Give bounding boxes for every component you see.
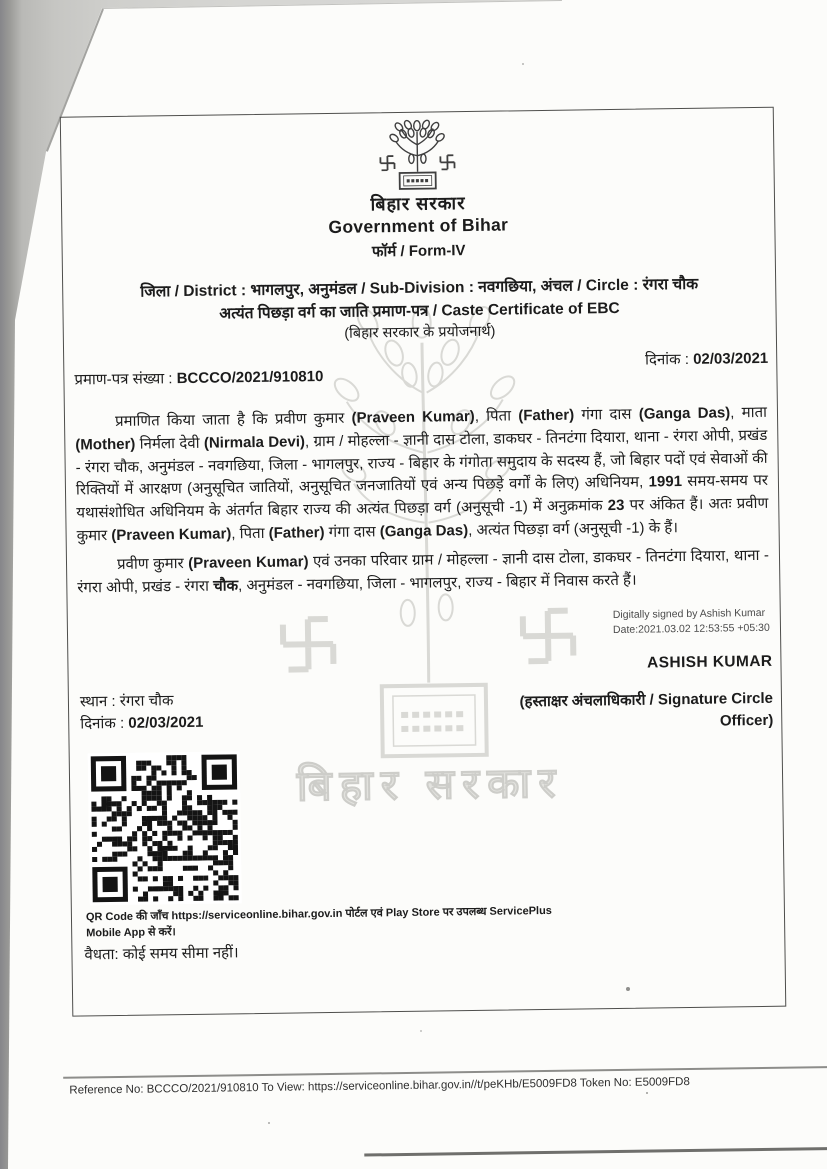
certificate-body-para2: प्रवीण कुमार (Praveen Kumar) एवं उनका परिवार ग्राम / मोहल्ला - ज्ञानी दास टोला, डाकघर - तिनटंगा दियारा, थाना - रंगरा ओपी, प्रखंड - रंगरा चौक, अनुमंडल - नवगछिया, जिला - भागलपुर, राज्य - बिहार में निवास करते हैं। <box>77 546 770 597</box>
signatory-designation: (हस्ताक्षर अंचलाधिकारी / Signature Circle Officer) <box>519 689 774 730</box>
org-name-english: Government of Bihar <box>328 214 509 237</box>
certificate-title: अत्यंत पिछड़ा वर्ग का जाति प्रमाण-पत्र / Caste Certificate of EBC <box>219 299 620 323</box>
signatory-name: ASHISH KUMAR <box>646 652 773 672</box>
org-name-hindi: बिहार सरकार <box>370 193 466 215</box>
date-line: दिनांक : 02/03/2021 <box>80 713 204 733</box>
form-number: फॉर्म / Form-IV <box>371 242 466 261</box>
place-line: स्थान : रंगरा चौक <box>79 692 174 711</box>
qr-caption: QR Code की जाँच https://serviceonline.bihar.gov.in पोर्टल एवं Play Store पर उपलब्ध ServicePlus Mobile App से करें। <box>85 904 552 940</box>
digital-signature-note <box>613 606 770 638</box>
footer-divider-line <box>63 1066 827 1078</box>
issue-date-top: दिनांक : 02/03/2021 <box>644 349 769 369</box>
digital-signature-line1: Digitally signed by Ashish Kumar <box>612 606 766 622</box>
validity-note: वैधता: कोई समय सीमा नहीं। <box>84 944 239 964</box>
footer-reference: Reference No: BCCCO/2021/910810 To View: https://serviceonline.bihar.gov.in//t/peKHb/E5009FD8 Token No: E5009FD8 <box>69 1076 690 1097</box>
digital-signature-line2: Date:2021.03.02 12:53:55 +05:30 <box>612 621 770 637</box>
certificate-body-para1: प्रमाणित किया जाता है कि प्रवीण कुमार (Praveen Kumar), पिता (Father) गंगा दास (Ganga Das), माता (Mother) निर्मला देवी (Nirmala Devi), ग्राम / मोहल्ला - ज्ञानी दास टोला, डाकघर - तिनटंगा दियारा, थाना - रंगरा ओपी, प्रखंड - रंगरा चौक, अनुमंडल - नवगछिया, जिला - भागलपुर, राज्य - बिहार के गंगोता समुदाय के सदस्य हैं, जो बिहार पदों एवं सेवाओं की रिक्तियों में आरक्षण (अनुसूचित जातियों, अनुसूचित जनजातियों एवं अन्य पिछड़े वर्गों के लिए) अधिनियम, 1991 समय-समय पर यथासंशोधित अधिनियम के अंतर्गत बिहार राज्य की अत्यंत पिछड़ा वर्ग (अनुसूची -1) में अनुक्रमांक 23 पर अंकित हैं। अतः प्रवीण कुमार (Praveen Kumar), पिता (Father) गंगा दास (Ganga Das), अत्यंत पिछड़ा वर्ग (अनुसूची -1) के हैं। <box>75 403 769 545</box>
purpose-line: (बिहार सरकार के प्रयोजनार्थ) <box>344 323 496 342</box>
certificate-number: प्रमाण-पत्र संख्या : BCCCO/2021/910810 <box>74 368 324 389</box>
svg-text:बिहार सरकार: बिहार सरकार <box>296 758 564 810</box>
qr-code <box>88 751 242 905</box>
district-subdivision-circle-line: जिला / District : भागलपुर, अनुमंडल / Sub-Division : नवगछिया, अंचल / Circle : रंगरा चौक <box>140 275 699 301</box>
scan-specks <box>0 0 2 2</box>
page-bottom-line <box>364 1147 827 1156</box>
certificate-border <box>60 107 786 1017</box>
